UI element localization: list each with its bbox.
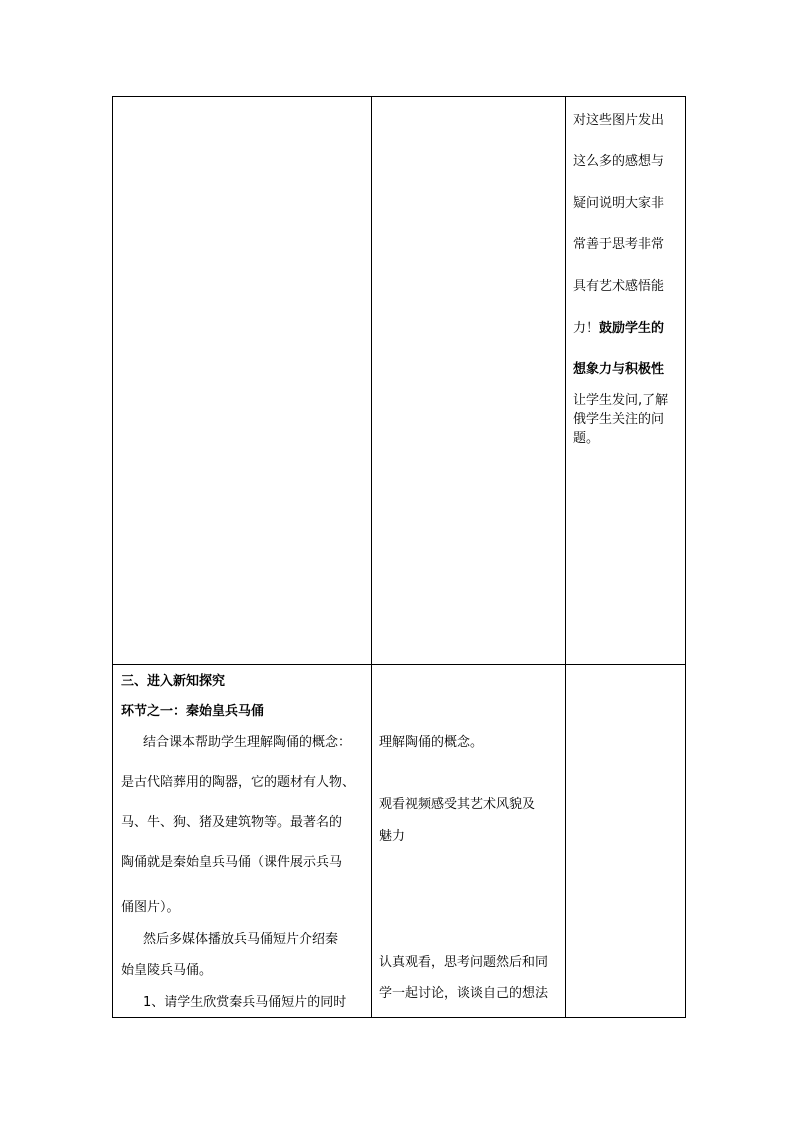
row-divider — [113, 664, 685, 665]
col3-line-6-plain: 力！ — [573, 321, 600, 336]
col1-line-5: 俑图片）。 — [121, 900, 180, 915]
col3-line-6 — [573, 321, 664, 337]
lesson-plan-table — [112, 96, 686, 1018]
column-divider-2 — [565, 97, 566, 1017]
col3-line-6-bold: 鼓励学生的 — [599, 321, 665, 336]
col1-line-2: 是古代陪葬用的陶器，它的题材有人物、 — [121, 775, 356, 790]
col3-line-2: 这么多的感想与 — [573, 154, 665, 169]
col2-line-3: 魅力 — [379, 829, 406, 844]
col2-line-2: 观看视频感受其艺术风貌及 — [379, 797, 536, 812]
col1-line-3: 马、牛、狗、猪及建筑物等。最著名的 — [121, 815, 343, 830]
col2-line-4: 认真观看，思考问题然后和同 — [379, 955, 549, 970]
section-heading: 三、进入新知探究 — [121, 674, 226, 689]
col1-line-4: 陶俑就是秦始皇兵马俑（课件展示兵马 — [121, 855, 343, 870]
col1-line-7: 始皇陵兵马俑。 — [121, 963, 213, 978]
col3-line-3: 疑问说明大家非 — [573, 196, 665, 211]
col3-line-1: 对这些图片发出 — [573, 113, 665, 128]
col1-line-1: 结合课本帮助学生理解陶俑的概念： — [143, 735, 352, 750]
col2-line-1: 理解陶俑的概念。 — [379, 735, 484, 750]
section-subheading: 环节之一：秦始皇兵马俑 — [121, 704, 265, 719]
col1-line-6: 然后多媒体播放兵马俑短片介绍秦 — [143, 932, 339, 947]
col1-line-8: 1、请学生欣赏秦兵马俑短片的同时 — [143, 995, 347, 1010]
col3-line-4: 常善于思考非常 — [573, 237, 665, 252]
column-divider-1 — [371, 97, 372, 1017]
col3-paragraph: 让学生发问,了解俄学生关注的问题。 — [573, 393, 669, 446]
col3-line-7: 想象力与积极性 — [573, 362, 665, 377]
col2-line-5: 学一起讨论，谈谈自己的想法 — [379, 986, 549, 1001]
col3-line-5: 具有艺术感悟能 — [573, 279, 665, 294]
